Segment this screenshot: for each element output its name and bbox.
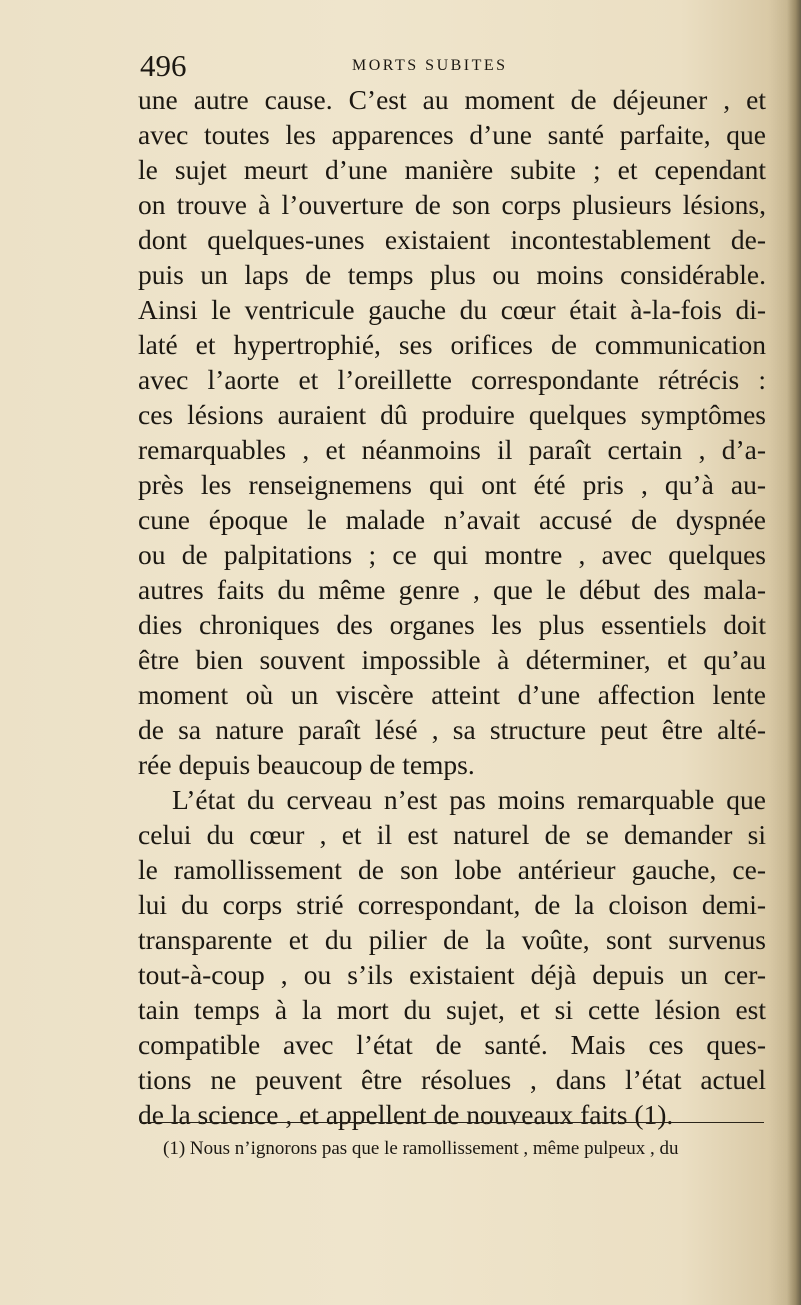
text-line: de la science , et appellent de nouveaux faits (1). [138,1099,674,1130]
text-line: ou de palpitations ; ce qui montre , avec quelques [138,539,766,570]
page-number: 496 [140,48,187,83]
text-line: on trouve à l’ouverture de son corps plusieurs lésions, [138,189,766,220]
text-line: avec toutes les apparences d’une santé parfaite, que [138,119,766,150]
text-line: lui du corps strié correspondant, de la cloison demi- [138,889,766,920]
footnote: (1) Nous n’ignorons pas que le ramollissement , même pulpeux , du [163,1138,679,1159]
text-line: L’état du cerveau n’est pas moins remarquable que [172,784,766,815]
body-text [138,82,766,1132]
text-line: près les renseignemens qui ont été pris , qu’à au- [138,469,766,500]
text-line: le sujet meurt d’une manière subite ; et cependant [138,154,766,185]
text-line: dies chroniques des organes les plus essentiels doit [138,609,766,640]
text-line: dont quelques-unes existaient incontestablement de- [138,224,766,255]
text-line: celui du cœur , et il est naturel de se demander si [138,819,766,850]
text-line: autres faits du même genre , que le début des mala- [138,574,766,605]
footnote-rule [140,1122,764,1123]
text-line: tout-à-coup , ou s’ils existaient déjà depuis un cer- [138,959,766,990]
text-line: cune époque le malade n’avait accusé de dyspnée [138,504,766,535]
text-line: rée depuis beaucoup de temps. [138,749,475,780]
page-header [140,46,770,86]
text-line: remarquables , et néanmoins il paraît certain , d’a- [138,434,766,465]
text-line: de sa nature paraît lésé , sa structure peut être alté- [138,714,766,745]
text-line: transparente et du pilier de la voûte, sont survenus [138,924,766,955]
text-line: avec l’aorte et l’oreillette correspondante rétrécis : [138,364,766,395]
text-line: compatible avec l’état de santé. Mais ces ques- [138,1029,766,1060]
text-line: le ramollissement de son lobe antérieur gauche, ce- [138,854,766,885]
page-edge-shadow [787,0,801,1305]
text-line: Ainsi le ventricule gauche du cœur était à-la-fois di- [138,294,766,325]
text-line: puis un laps de temps plus ou moins considérable. [138,259,766,290]
running-title: MORTS SUBITES [352,57,508,74]
text-line: moment où un viscère atteint d’une affection lente [138,679,766,710]
text-line: être bien souvent impossible à déterminer, et qu’au [138,644,766,675]
text-line: ces lésions auraient dû produire quelques symptômes [138,399,766,430]
text-line: laté et hypertrophié, ses orifices de communication [138,329,766,360]
text-line: tions ne peuvent être résolues , dans l’état actuel [138,1064,766,1095]
text-line: une autre cause. C’est au moment de déjeuner , et [138,84,766,115]
text-line: tain temps à la mort du sujet, et si cette lésion est [138,994,766,1025]
